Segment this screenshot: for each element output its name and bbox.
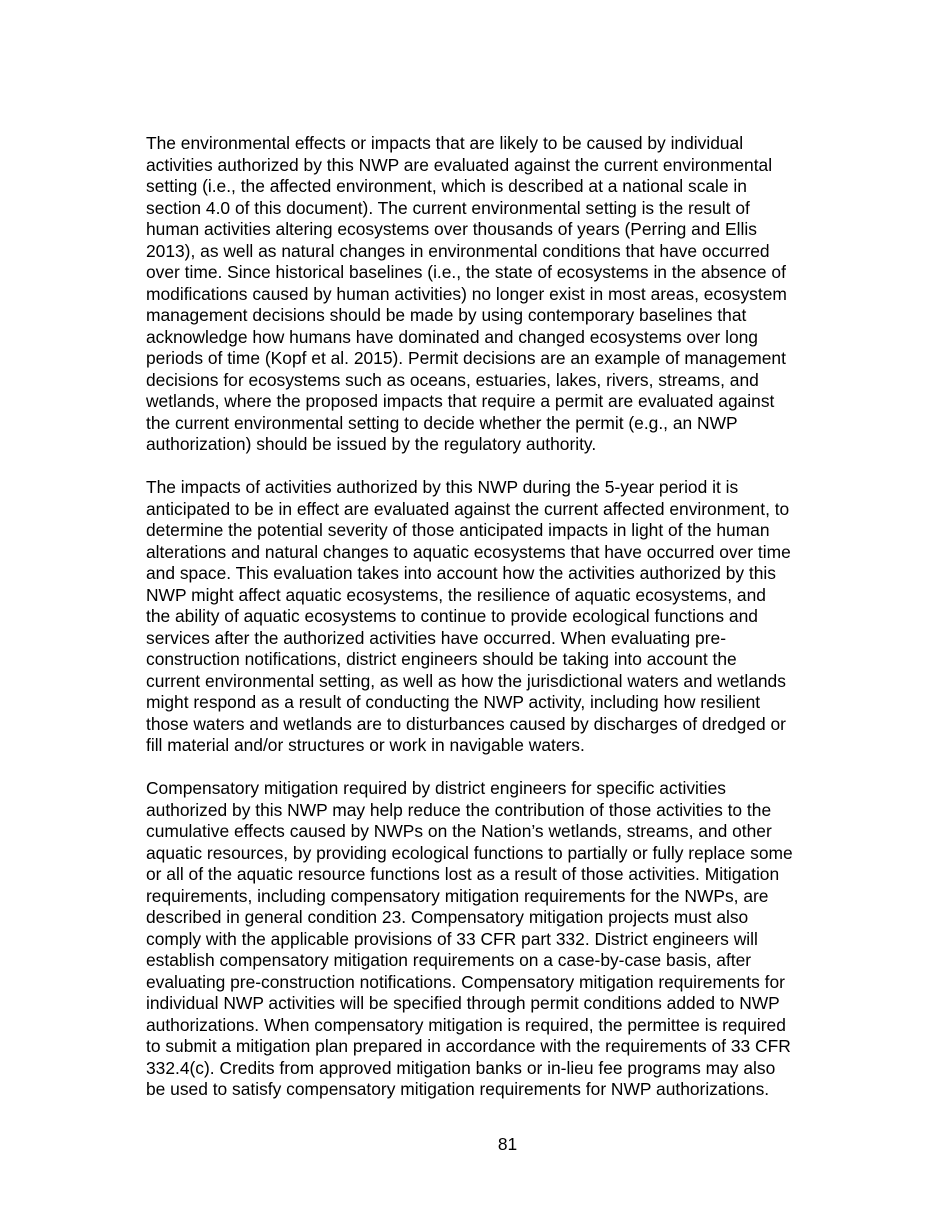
paragraph-environmental-setting: The environmental effects or impacts that are likely to be caused by individual activities authorized by this NWP are evaluated against the current environmental setting (i.e., the affected environment, which is described at a national scale in section 4.0 of this document). The current environmental setting is the result of human activities altering ecosystems over thousands of years (Perring and Ellis 2013), as well as natural changes in environmental conditions that have occurred over time. Since historical baselines (i.e., the state of ecosystems in the absence of modifications caused by human activities) no longer exist in most areas, ecosystem management decisions should be made by using contemporary baselines that acknowledge how humans have dominated and changed ecosystems over long periods of time (Kopf et al. 2015). Permit decisions are an example of management decisions for ecosystems such as oceans, estuaries, lakes, rivers, streams, and wetlands, where the proposed impacts that require a permit are evaluated against the current environmental setting to decide whether the permit (e.g., an NWP authorization) should be issued by the regulatory authority. bbox=[146, 133, 787, 454]
paragraph-compensatory-mitigation: Compensatory mitigation required by district engineers for specific activities authorized by this NWP may help reduce the contribution of those activities to the cumulative effects caused by NWPs on the Nation’s wetlands, streams, and other aquatic resources, by providing ecological functions to partially or fully replace some or all of the aquatic resource functions lost as a result of those activities. Mitigation requirements, including compensatory mitigation requirements for the NWPs, are described in general condition 23. Compensatory mitigation projects must also comply with the applicable provisions of 33 CFR part 332. District engineers will establish compensatory mitigation requirements on a case-by-case basis, after evaluating pre-construction notifications. Compensatory mitigation requirements for individual NWP activities will be specified through permit conditions added to NWP authorizations. When compensatory mitigation is required, the permittee is required to submit a mitigation plan prepared in accordance with the requirements of 33 CFR 332.4(c). Credits from approved mitigation banks or in-lieu fee programs may also be used to satisfy compensatory mitigation requirements for NWP authorizations. bbox=[146, 778, 793, 1099]
body-text bbox=[146, 133, 842, 1122]
page-number: 81 bbox=[497, 1134, 518, 1154]
paragraph-impacts-evaluation: The impacts of activities authorized by this NWP during the 5-year period it is anticipated to be in effect are evaluated against the current affected environment, to determine the potential severity of those anticipated impacts in light of the human alterations and natural changes to aquatic ecosystems that have occurred over time and space. This evaluation takes into account how the activities authorized by this NWP might affect aquatic ecosystems, the resilience of aquatic ecosystems, and the ability of aquatic ecosystems to continue to provide ecological functions and services after the authorized activities have occurred. When evaluating pre- construction notifications, district engineers should be taking into account the current environmental setting, as well as how the jurisdictional waters and wetlands might respond as a result of conducting the NWP activity, including how resilient those waters and wetlands are to disturbances caused by discharges of dredged or fill material and/or structures or work in navigable waters. bbox=[146, 477, 791, 755]
